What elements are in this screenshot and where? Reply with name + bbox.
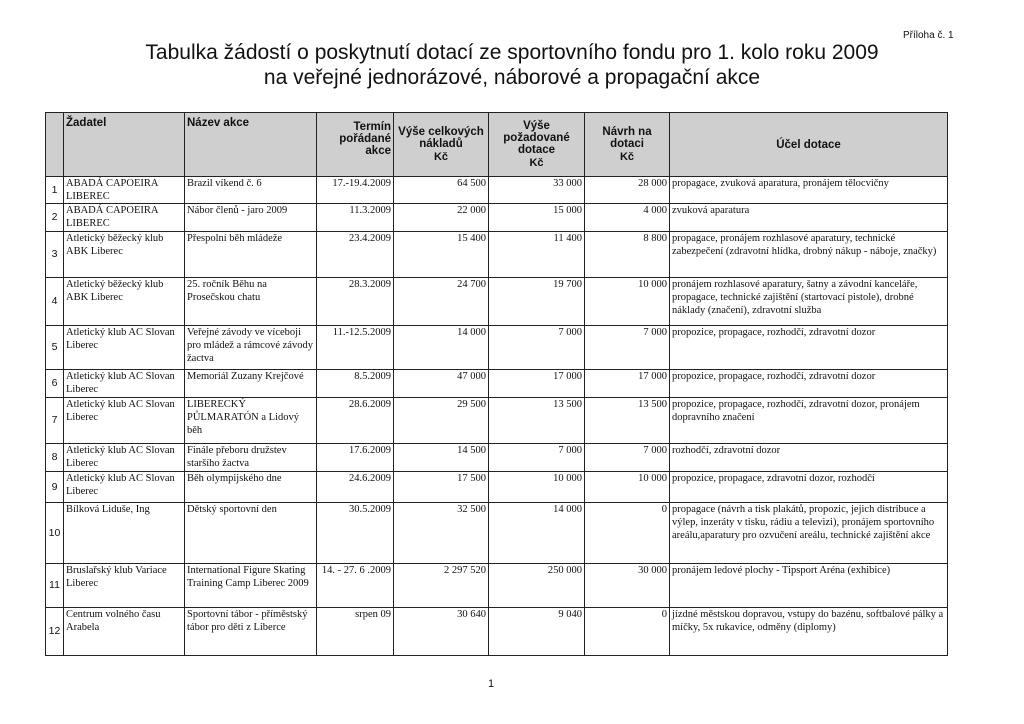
cell-date: 17.-19.4.2009 [317,177,394,204]
cell-purpose: zvuková aparatura [670,204,948,232]
table-row [46,278,948,326]
header-requested-label: Výše požadované dotace [503,120,570,156]
cell-applicant: Centrum volného času Arabela [64,608,185,656]
table-row [46,204,948,232]
cell-purpose: rozhodčí, zdravotní dozor [670,444,948,472]
table-row [46,232,948,278]
cell-requested: 15 000 [489,204,585,232]
cell-requested: 33 000 [489,177,585,204]
table-row [46,472,948,503]
cell-applicant: Atletický klub AC Slovan Liberec [64,472,185,503]
row-number: 2 [46,204,64,232]
row-number: 7 [46,398,64,444]
header-requested-currency: Kč [529,157,544,169]
cell-requested: 9 040 [489,608,585,656]
cell-total: 15 400 [394,232,489,278]
row-number: 4 [46,278,64,326]
row-number: 11 [46,564,64,608]
header-total-currency: Kč [433,151,449,163]
cell-date: 11.3.2009 [317,204,394,232]
cell-total: 24 700 [394,278,489,326]
row-number: 3 [46,232,64,278]
cell-requested: 7 000 [489,444,585,472]
cell-proposal: 7 000 [585,326,670,370]
row-number: 6 [46,370,64,398]
cell-requested: 11 400 [489,232,585,278]
row-number: 1 [46,177,64,204]
cell-event: Běh olympijského dne [185,472,317,503]
table-row [46,398,948,444]
cell-event: LIBERECKÝ PŮLMARATÓN a Lidový běh [185,398,317,444]
cell-event: Nábor členů - jaro 2009 [185,204,317,232]
cell-requested: 250 000 [489,564,585,608]
cell-total: 2 297 520 [394,564,489,608]
cell-date: srpen 09 [317,608,394,656]
cell-total: 30 640 [394,608,489,656]
header-purpose: Účel dotace [670,113,948,177]
cell-applicant: ABADÁ CAPOEIRA LIBEREC [64,177,185,204]
cell-proposal: 7 000 [585,444,670,472]
row-number: 9 [46,472,64,503]
cell-event: Dětský sportovní den [185,503,317,564]
cell-proposal: 17 000 [585,370,670,398]
cell-applicant: Atletický běžecký klub ABK Liberec [64,232,185,278]
cell-proposal: 0 [585,608,670,656]
cell-proposal: 28 000 [585,177,670,204]
header-proposal [585,113,670,177]
cell-requested: 13 500 [489,398,585,444]
header-event: Název akce [185,113,317,177]
cell-requested: 10 000 [489,472,585,503]
table-row [46,608,948,656]
cell-date: 28.3.2009 [317,278,394,326]
cell-date: 23.4.2009 [317,232,394,278]
cell-proposal: 10 000 [585,278,670,326]
cell-date: 14. - 27. 6 .2009 [317,564,394,608]
cell-applicant: Atletický běžecký klub ABK Liberec [64,278,185,326]
cell-applicant: Bruslařský klub Variace Liberec [64,564,185,608]
cell-event: International Figure Skating Training Camp Liberec 2009 [185,564,317,608]
title-line-1: Tabulka žádostí o poskytnutí dotací ze sportovního fondu pro 1. kolo roku 2009 [145,41,879,64]
cell-total: 47 000 [394,370,489,398]
cell-purpose: propagace (návrh a tisk plakátů, propozic, jejich distribuce a výlep, inzeráty v tisku, rádiu a televizi), pronájem sportovního areálu,aparatury pro ozvučení areálu, technické zajištění akce [670,503,948,564]
document-title [0,40,1024,90]
cell-total: 29 500 [394,398,489,444]
header-date: Termín pořádané akce [317,113,394,177]
cell-total: 22 000 [394,204,489,232]
cell-purpose: propozice, propagace, zdravotní dozor, rozhodčí [670,472,948,503]
cell-requested: 17 000 [489,370,585,398]
header-proposal-label: Návrh na dotaci [602,126,652,150]
cell-date: 8.5.2009 [317,370,394,398]
cell-event: Brazil víkend č. 6 [185,177,317,204]
table-row [46,370,948,398]
cell-purpose: propozice, propagace, rozhodčí, zdravotní dozor, pronájem dopravního značení [670,398,948,444]
header-requested [489,113,585,177]
cell-event: Sportovní tábor - příměstský tábor pro děti z Liberce [185,608,317,656]
page-number: 1 [488,678,495,690]
cell-proposal: 8 800 [585,232,670,278]
cell-date: 11.-12.5.2009 [317,326,394,370]
cell-date: 17.6.2009 [317,444,394,472]
header-proposal-currency: Kč [619,151,635,163]
cell-proposal: 0 [585,503,670,564]
cell-applicant: ABADÁ CAPOEIRA LIBEREC [64,204,185,232]
title-line-2: na veřejné jednorázové, náborové a propagační akce [263,66,761,89]
table-row [46,326,948,370]
header-total-label: Výše celkových nákladů [398,126,484,150]
table-row [46,564,948,608]
cell-purpose: pronájem rozhlasové aparatury, šatny a závodní kanceláře, propagace, technické zajištění (startovací pistole), drobné náklady (značení), zdravotní služba [670,278,948,326]
cell-purpose: propozice, propagace, rozhodčí, zdravotní dozor [670,326,948,370]
cell-event: 25. ročník Běhu na Prosečskou chatu [185,278,317,326]
row-number: 12 [46,608,64,656]
row-number: 8 [46,444,64,472]
row-number: 10 [46,503,64,564]
cell-event: Přespolní běh mládeže [185,232,317,278]
cell-proposal: 13 500 [585,398,670,444]
cell-applicant: Atletický klub AC Slovan Liberec [64,398,185,444]
header-total [394,113,489,177]
cell-requested: 19 700 [489,278,585,326]
cell-total: 17 500 [394,472,489,503]
cell-purpose: propagace, zvuková aparatura, pronájem tělocvičny [670,177,948,204]
cell-applicant: Atletický klub AC Slovan Liberec [64,326,185,370]
cell-total: 14 000 [394,326,489,370]
cell-requested: 14 000 [489,503,585,564]
cell-proposal: 30 000 [585,564,670,608]
table-row [46,444,948,472]
cell-purpose: jízdné městskou dopravou, vstupy do bazénu, softbalové pálky a míčky, 5x rukavice, odměny (diplomy) [670,608,948,656]
header-applicant: Žadatel [64,113,185,177]
cell-event: Memoriál Zuzany Krejčové [185,370,317,398]
appendix-label: Příloha č. 1 [903,30,954,41]
cell-total: 14 500 [394,444,489,472]
row-number: 5 [46,326,64,370]
cell-purpose: propagace, pronájem rozhlasové aparatury, technické zabezpečení (zdravotní hlídka, drobný nákup - náboje, značky) [670,232,948,278]
cell-requested: 7 000 [489,326,585,370]
cell-total: 32 500 [394,503,489,564]
cell-date: 30.5.2009 [317,503,394,564]
cell-applicant: Atletický klub AC Slovan Liberec [64,444,185,472]
table-row [46,503,948,564]
cell-date: 24.6.2009 [317,472,394,503]
cell-event: Veřejné závody ve víceboji pro mládež a rámcové závody žactva [185,326,317,370]
cell-event: Finále přeboru družstev staršího žactva [185,444,317,472]
cell-applicant: Atletický klub AC Slovan Liberec [64,370,185,398]
cell-purpose: propozice, propagace, rozhodčí, zdravotní dozor [670,370,948,398]
cell-proposal: 4 000 [585,204,670,232]
cell-total: 64 500 [394,177,489,204]
cell-purpose: pronájem ledové plochy - Tipsport Aréna (exhibice) [670,564,948,608]
cell-applicant: Bílková Liduše, Ing [64,503,185,564]
cell-proposal: 10 000 [585,472,670,503]
table-row [46,177,948,204]
header-number [46,113,64,177]
cell-date: 28.6.2009 [317,398,394,444]
header-row [46,113,948,177]
grants-table [45,112,948,656]
